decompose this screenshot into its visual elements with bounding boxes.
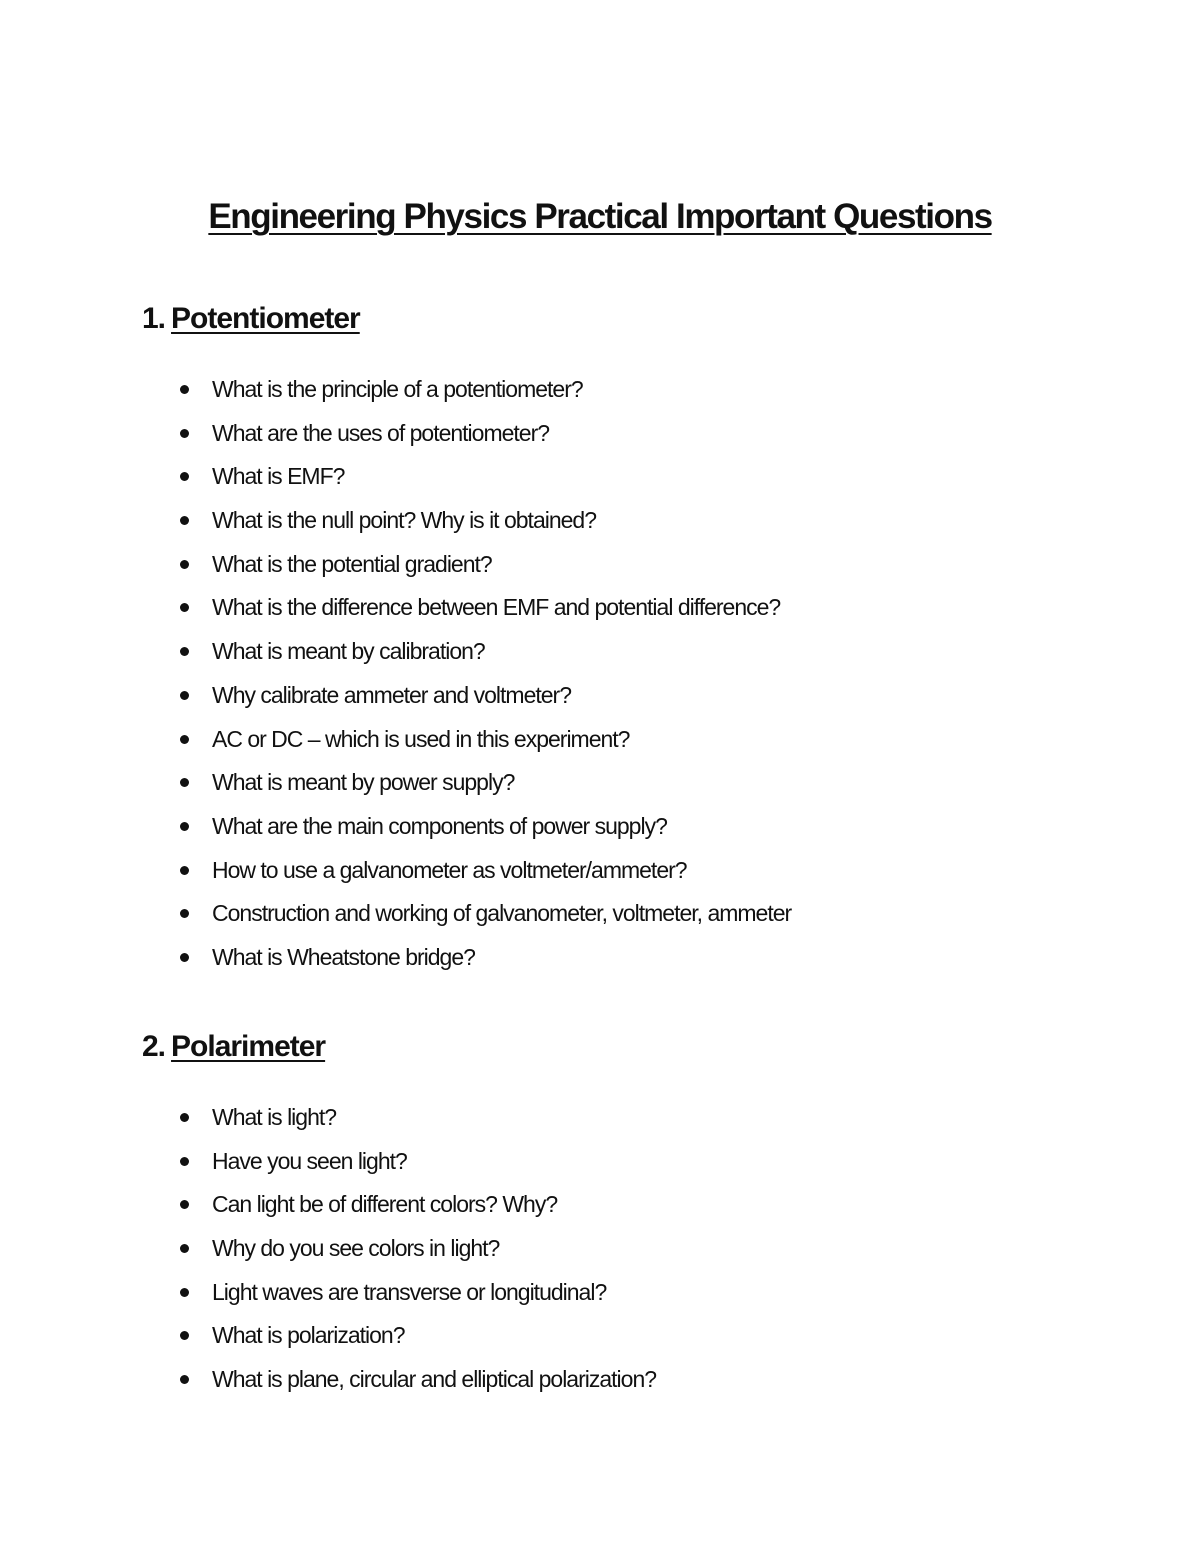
bullet-icon <box>180 1200 189 1209</box>
bullet-icon <box>180 735 189 744</box>
list-item <box>178 942 1078 986</box>
bullet-icon <box>180 385 189 394</box>
bullet-icon <box>180 1288 189 1297</box>
list-item <box>178 724 1078 768</box>
list-item <box>178 1364 1078 1408</box>
list-item <box>178 811 1078 855</box>
section-heading <box>142 1028 1122 1066</box>
question-text: Why calibrate ammeter and voltmeter? <box>212 681 571 708</box>
question-list <box>178 1102 1078 1408</box>
question-text: What is the null point? Why is it obtained? <box>212 507 597 534</box>
bullet-icon <box>180 429 189 438</box>
list-item <box>178 418 1078 462</box>
list-item <box>178 855 1078 899</box>
bullet-icon <box>180 1244 189 1253</box>
bullet-icon <box>180 1157 189 1166</box>
question-text: Can light be of different colors? Why? <box>212 1191 558 1218</box>
question-text: What is meant by calibration? <box>212 638 485 665</box>
section-number: 2. <box>142 1030 166 1063</box>
section-heading <box>142 300 1122 338</box>
question-text: Light waves are transverse or longitudinal? <box>212 1278 607 1305</box>
list-item <box>178 680 1078 724</box>
bullet-icon <box>180 953 189 962</box>
question-text: AC or DC – which is used in this experiment? <box>212 725 630 752</box>
list-item <box>178 1320 1078 1364</box>
bullet-icon <box>180 472 189 481</box>
question-text: What is polarization? <box>212 1322 405 1349</box>
bullet-icon <box>180 516 189 525</box>
question-text: What is plane, circular and elliptical polarization? <box>212 1366 657 1393</box>
section-name: Polarimeter <box>171 1030 326 1063</box>
bullet-icon <box>180 866 189 875</box>
question-text: What are the main components of power supply? <box>212 812 667 839</box>
section-number: 1. <box>142 302 166 335</box>
bullet-icon <box>180 778 189 787</box>
question-text: How to use a galvanometer as voltmeter/ammeter? <box>212 856 687 883</box>
question-text: What is the difference between EMF and potential difference? <box>212 594 781 621</box>
bullet-icon <box>180 603 189 612</box>
question-list <box>178 374 1078 986</box>
bullet-icon <box>180 822 189 831</box>
bullet-icon <box>180 691 189 700</box>
question-text: Construction and working of galvanometer, voltmeter, ammeter <box>212 900 792 927</box>
list-item <box>178 767 1078 811</box>
question-text: What are the uses of potentiometer? <box>212 419 550 446</box>
list-item <box>178 549 1078 593</box>
question-text: What is the principle of a potentiometer? <box>212 376 583 402</box>
list-item <box>178 461 1078 505</box>
question-text: What is Wheatstone bridge? <box>212 943 475 970</box>
question-text: What is EMF? <box>212 463 345 490</box>
section-name: Potentiometer <box>171 302 360 335</box>
question-text: What is the potential gradient? <box>212 550 492 577</box>
page-title: Engineering Physics Practical Important Questions <box>208 197 992 236</box>
list-item <box>178 1277 1078 1321</box>
question-text: Why do you see colors in light? <box>212 1235 500 1262</box>
list-item <box>178 1233 1078 1277</box>
list-item <box>178 898 1078 942</box>
section-polarimeter <box>142 1028 1122 1393</box>
question-text: Have you seen light? <box>212 1147 407 1174</box>
list-item <box>178 636 1078 680</box>
bullet-icon <box>180 560 189 569</box>
bullet-icon <box>180 647 189 656</box>
list-item <box>178 1146 1078 1190</box>
list-item <box>178 592 1078 636</box>
list-item <box>178 505 1078 549</box>
bullet-icon <box>180 1113 189 1122</box>
question-text: What is light? <box>212 1104 337 1130</box>
bullet-icon <box>180 909 189 918</box>
section-potentiometer <box>142 300 1122 970</box>
question-text: What is meant by power supply? <box>212 769 515 796</box>
list-item <box>178 374 1078 418</box>
list-item <box>178 1189 1078 1233</box>
bullet-icon <box>180 1375 189 1384</box>
list-item <box>178 1102 1078 1146</box>
bullet-icon <box>180 1331 189 1340</box>
